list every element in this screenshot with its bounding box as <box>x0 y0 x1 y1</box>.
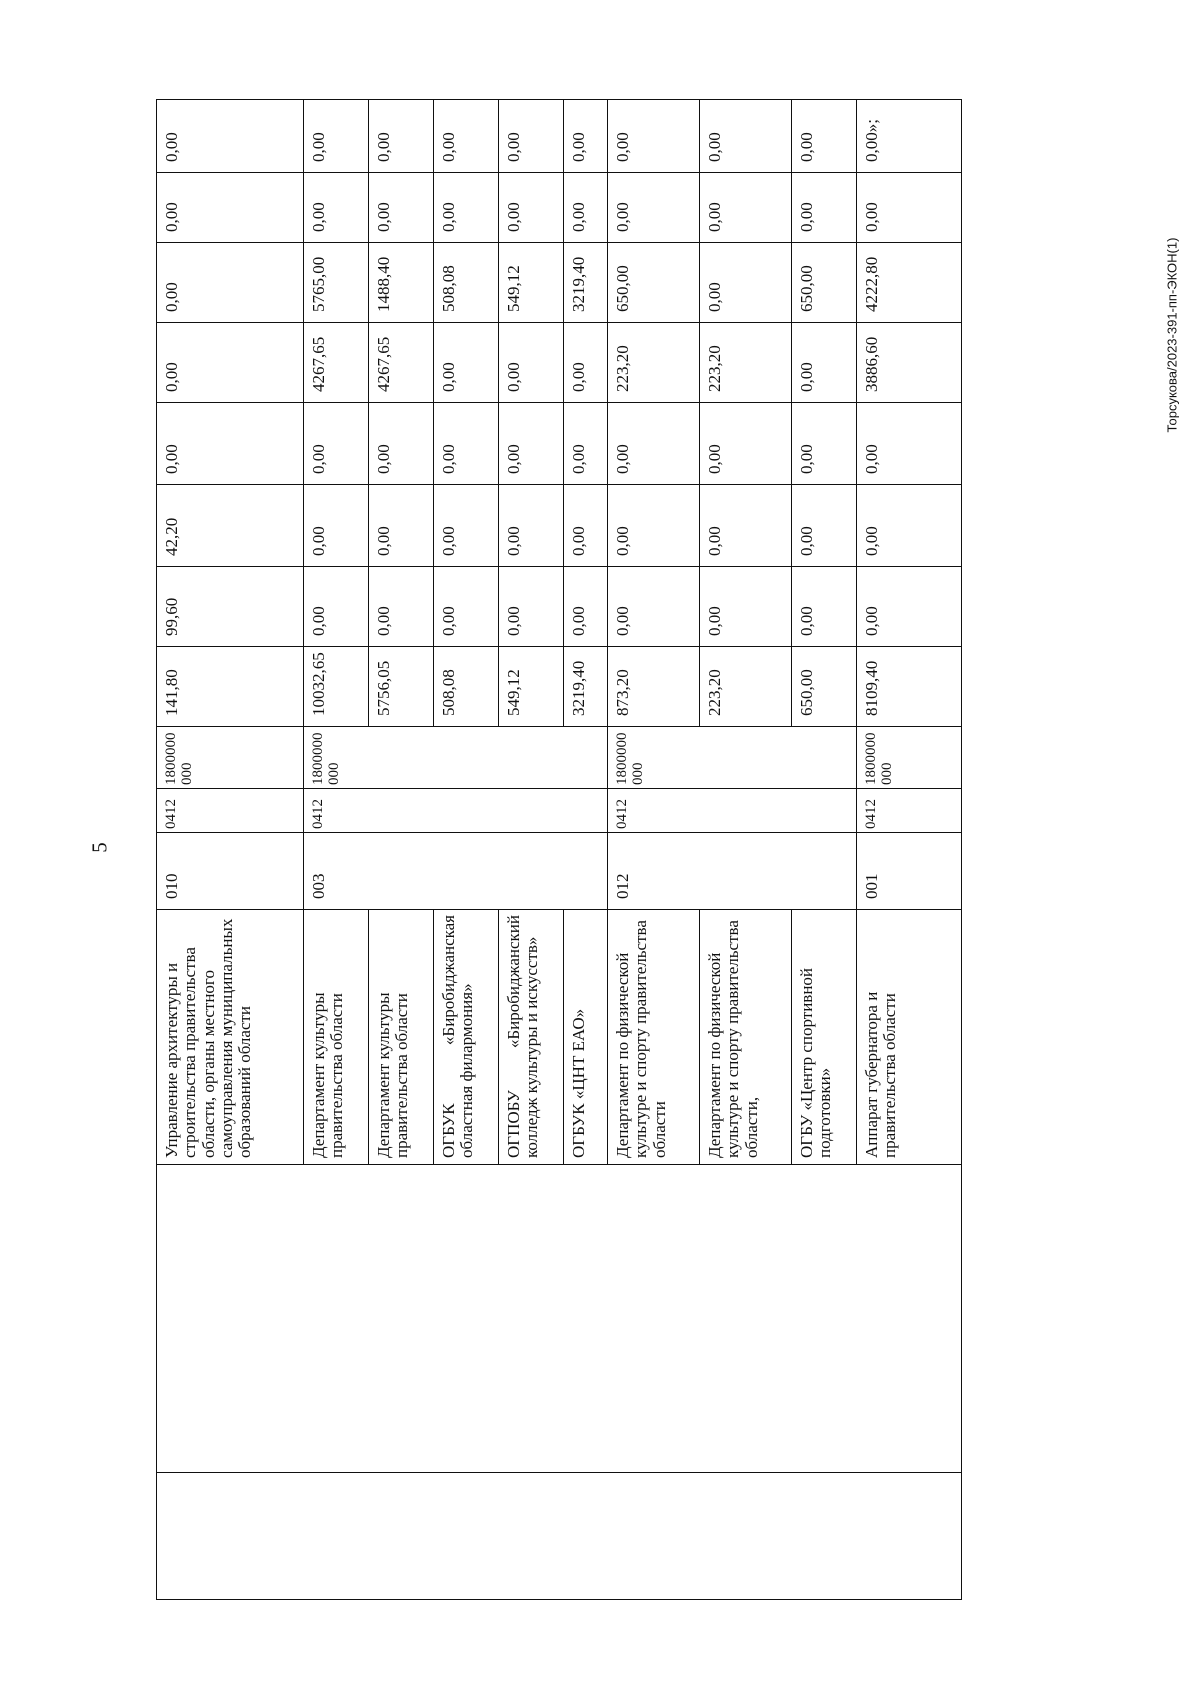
empty-cell <box>564 1165 608 1473</box>
org-name: Департамент культуры правительства области <box>369 910 434 1165</box>
value-7: 0,00 <box>369 173 434 243</box>
empty-cell <box>369 727 434 789</box>
dept-code: 012 <box>608 833 700 910</box>
table-row <box>157 100 304 1600</box>
value-2: 0,00 <box>564 567 608 647</box>
value-8: 0,00 <box>157 100 304 173</box>
empty-cell <box>792 1165 857 1473</box>
empty-cell <box>564 789 608 833</box>
empty-cell <box>792 727 857 789</box>
value-6: 3219,40 <box>564 243 608 323</box>
value-3: 0,00 <box>700 485 792 567</box>
value-6: 0,00 <box>157 243 304 323</box>
value-3: 0,00 <box>304 485 369 567</box>
org-name-part: ОГПОБУ <box>504 1090 523 1158</box>
dept-code: 003 <box>304 833 369 910</box>
org-name <box>499 910 564 1165</box>
dept-code: 001 <box>857 833 962 910</box>
empty-cell <box>434 1165 499 1473</box>
value-2: 0,00 <box>434 567 499 647</box>
target-article: 1800000000 <box>857 727 962 789</box>
value-5: 0,00 <box>564 323 608 403</box>
empty-cell <box>434 789 499 833</box>
value-total: 5756,05 <box>369 647 434 727</box>
value-7: 0,00 <box>304 173 369 243</box>
value-2: 0,00 <box>608 567 700 647</box>
value-6: 508,08 <box>434 243 499 323</box>
rotated-table-container <box>156 100 962 1600</box>
value-2: 0,00 <box>857 567 962 647</box>
value-3: 42,20 <box>157 485 304 567</box>
empty-cell <box>792 1473 857 1600</box>
empty-cell <box>608 1165 700 1473</box>
org-name-part: ОГБУК <box>439 1103 458 1158</box>
org-name: Департамент культуры правительства области <box>304 910 369 1165</box>
empty-cell <box>434 1473 499 1600</box>
value-6: 4222,80 <box>857 243 962 323</box>
empty-cell <box>369 789 434 833</box>
empty-cell <box>700 1165 792 1473</box>
value-5: 0,00 <box>499 323 564 403</box>
value-8: 0,00 <box>608 100 700 173</box>
value-7: 0,00 <box>564 173 608 243</box>
org-name: ОГБУК «ЦНТ ЕАО» <box>564 910 608 1165</box>
value-2: 0,00 <box>304 567 369 647</box>
value-5: 223,20 <box>700 323 792 403</box>
empty-cell <box>369 1473 434 1600</box>
value-4: 0,00 <box>792 403 857 485</box>
value-3: 0,00 <box>857 485 962 567</box>
org-name: ОГБУ «Центр спортивной подготовки» <box>792 910 857 1165</box>
value-6: 1488,40 <box>369 243 434 323</box>
value-3: 0,00 <box>608 485 700 567</box>
empty-cell <box>304 1473 369 1600</box>
empty-cell <box>700 727 792 789</box>
value-5: 223,20 <box>608 323 700 403</box>
table-row <box>792 100 857 1600</box>
value-6: 650,00 <box>792 243 857 323</box>
empty-cell <box>700 833 792 910</box>
empty-cell <box>857 1165 962 1473</box>
value-5: 0,00 <box>434 323 499 403</box>
value-total: 10032,65 <box>304 647 369 727</box>
org-name-part: областная филармония» <box>457 983 477 1158</box>
empty-cell <box>304 1165 369 1473</box>
value-total: 549,12 <box>499 647 564 727</box>
table-row <box>304 100 369 1600</box>
org-name: Департамент по физической культуре и спорту правительства области <box>608 910 700 1165</box>
empty-cell <box>499 833 564 910</box>
document-reference: Торсукова/2023-391-пп-ЭКОН(1) <box>1164 237 1180 433</box>
value-6: 650,00 <box>608 243 700 323</box>
value-3: 0,00 <box>369 485 434 567</box>
value-8: 0,00 <box>304 100 369 173</box>
value-7: 0,00 <box>700 173 792 243</box>
table-row <box>608 100 700 1600</box>
budget-table <box>156 99 962 1600</box>
value-8: 0,00 <box>792 100 857 173</box>
org-name <box>434 910 499 1165</box>
table-row <box>499 100 564 1600</box>
empty-cell <box>564 833 608 910</box>
target-article: 1800000000 <box>157 727 304 789</box>
value-4: 0,00 <box>499 403 564 485</box>
empty-cell <box>369 1165 434 1473</box>
value-total: 8109,40 <box>857 647 962 727</box>
value-2: 99,60 <box>157 567 304 647</box>
value-3: 0,00 <box>499 485 564 567</box>
value-7: 0,00 <box>608 173 700 243</box>
org-name-part: «Биробиджанский <box>504 915 523 1049</box>
section-code: 0412 <box>304 789 369 833</box>
value-3: 0,00 <box>434 485 499 567</box>
value-5: 4267,65 <box>369 323 434 403</box>
value-total: 3219,40 <box>564 647 608 727</box>
value-7: 0,00 <box>434 173 499 243</box>
value-6: 0,00 <box>700 243 792 323</box>
empty-cell <box>792 789 857 833</box>
section-code: 0412 <box>857 789 962 833</box>
table-row <box>434 100 499 1600</box>
value-7: 0,00 <box>792 173 857 243</box>
value-2: 0,00 <box>369 567 434 647</box>
value-4: 0,00 <box>369 403 434 485</box>
value-total: 508,08 <box>434 647 499 727</box>
value-total: 650,00 <box>792 647 857 727</box>
value-3: 0,00 <box>564 485 608 567</box>
empty-cell <box>564 1473 608 1600</box>
value-5: 4267,65 <box>304 323 369 403</box>
empty-cell <box>499 789 564 833</box>
empty-cell <box>564 727 608 789</box>
table-row <box>564 100 608 1600</box>
table-row <box>700 100 792 1600</box>
value-7: 0,00 <box>157 173 304 243</box>
empty-cell <box>700 789 792 833</box>
empty-cell <box>369 833 434 910</box>
value-4: 0,00 <box>157 403 304 485</box>
value-2: 0,00 <box>700 567 792 647</box>
section-code: 0412 <box>157 789 304 833</box>
value-2: 0,00 <box>499 567 564 647</box>
value-8: 0,00 <box>434 100 499 173</box>
value-2: 0,00 <box>792 567 857 647</box>
value-4: 0,00 <box>564 403 608 485</box>
page-number: 5 <box>87 842 112 853</box>
empty-cell <box>434 727 499 789</box>
empty-cell <box>157 1165 304 1473</box>
empty-cell <box>792 833 857 910</box>
value-3: 0,00 <box>792 485 857 567</box>
org-name-part: «Биробиджанская <box>439 915 458 1046</box>
value-4: 0,00 <box>304 403 369 485</box>
value-8: 0,00 <box>564 100 608 173</box>
value-5: 0,00 <box>792 323 857 403</box>
empty-cell <box>499 1473 564 1600</box>
empty-cell <box>434 833 499 910</box>
org-name: Департамент по физической культуре и спорту правительства области, <box>700 910 792 1165</box>
value-6: 5765,00 <box>304 243 369 323</box>
org-name: Управление архитектуры и строительства правительства области, органы местного самоуправления муниципальных образований области <box>157 910 304 1165</box>
empty-cell <box>499 727 564 789</box>
dept-code: 010 <box>157 833 304 910</box>
org-name-part: колледж культуры и искусств» <box>522 936 542 1158</box>
empty-cell <box>700 1473 792 1600</box>
table-row <box>857 100 962 1600</box>
value-total: 141,80 <box>157 647 304 727</box>
target-article: 1800000000 <box>304 727 369 789</box>
value-7: 0,00 <box>857 173 962 243</box>
value-total: 873,20 <box>608 647 700 727</box>
value-5: 0,00 <box>157 323 304 403</box>
target-article: 1800000000 <box>608 727 700 789</box>
empty-cell <box>499 1165 564 1473</box>
value-4: 0,00 <box>608 403 700 485</box>
value-4: 0,00 <box>434 403 499 485</box>
value-4: 0,00 <box>700 403 792 485</box>
empty-cell <box>157 1473 304 1600</box>
value-6: 549,12 <box>499 243 564 323</box>
value-total: 223,20 <box>700 647 792 727</box>
org-name: Аппарат губернатора и правительства области <box>857 910 962 1165</box>
value-8: 0,00 <box>499 100 564 173</box>
value-7: 0,00 <box>499 173 564 243</box>
value-8: 0,00»; <box>857 100 962 173</box>
section-code: 0412 <box>608 789 700 833</box>
value-5: 3886,60 <box>857 323 962 403</box>
value-8: 0,00 <box>369 100 434 173</box>
value-4: 0,00 <box>857 403 962 485</box>
table-row <box>369 100 434 1600</box>
empty-cell <box>857 1473 962 1600</box>
value-8: 0,00 <box>700 100 792 173</box>
empty-cell <box>608 1473 700 1600</box>
